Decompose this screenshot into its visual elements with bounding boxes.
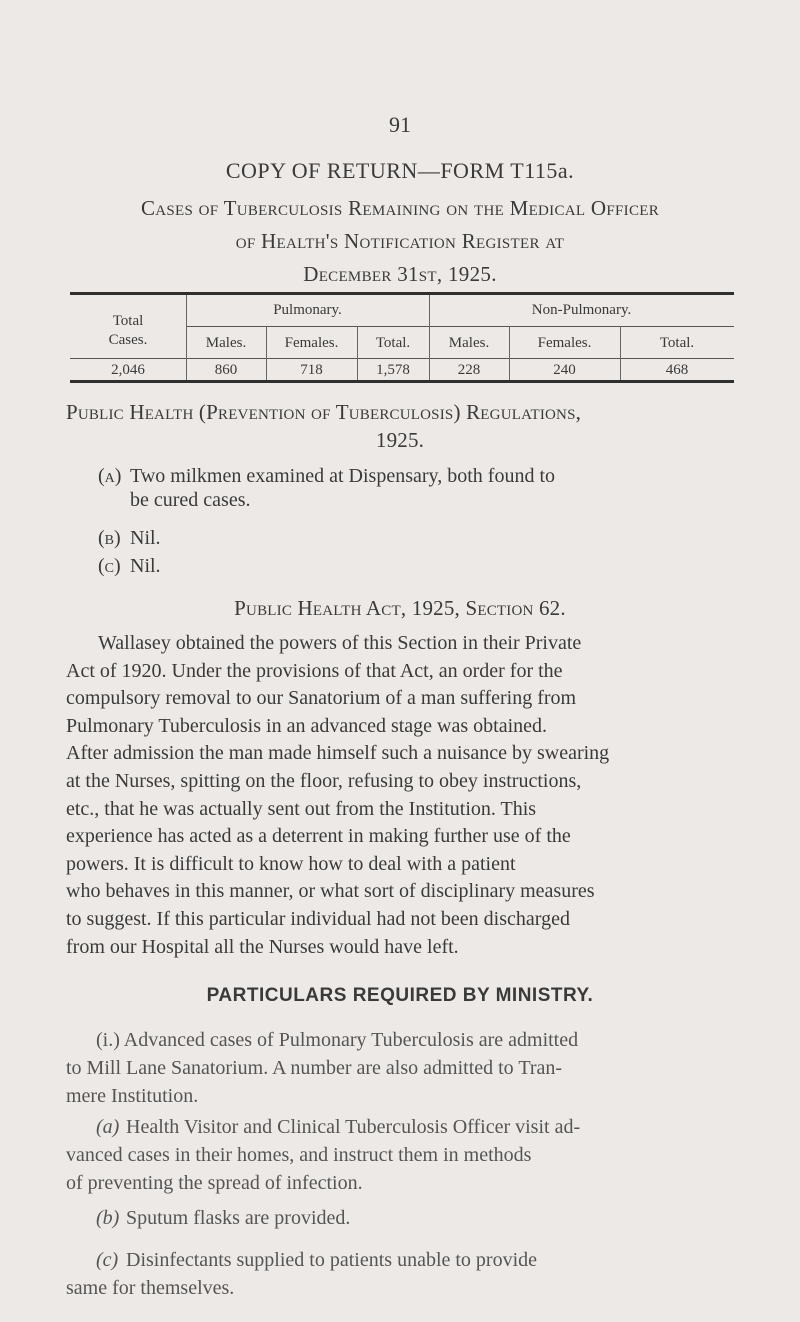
item-label: (c) [98,555,121,577]
item-text: Sputum flasks are provided. [126,1207,351,1229]
register-heading-line1: Cases of Tuberculosis Remaining on the Medical Officer [140,196,660,220]
group-rule [186,326,734,327]
nonpulm-total-header: Total. [659,335,695,351]
ministry-item-i [66,1026,746,1110]
para-line: to Mill Lane Sanatorium. A number are also admitted to Tran- [66,1057,563,1079]
register-heading [0,192,800,291]
table-top-rule [70,292,734,295]
table-cell: 718 [300,362,323,378]
total-header-line2: Cases. [108,332,148,348]
para-line: Act of 1920. Under the provisions of that Act, an order for the [66,659,563,682]
table-cell: 228 [457,362,481,378]
pulmonary-header: Pulmonary. [273,302,342,318]
ministry-item-a [66,1113,746,1197]
para-line: of preventing the spread of infection. [66,1172,363,1194]
table-cell: 2,046 [111,362,145,378]
para-line: etc., that he was actually sent out from the Institution. This [66,797,537,820]
cases-table [70,292,734,382]
regulations-title-line2: 1925. [375,428,425,452]
para-line: Wallasey obtained the powers of this Section in their Private [98,632,582,654]
header-rule [70,358,734,359]
item-label: (a) [96,1116,120,1138]
register-heading-line2: of Health's Notification Register at [235,229,565,253]
para-line: vanced cases in their homes, and instruct them in methods [66,1144,532,1166]
total-cases-header [70,312,186,350]
item-label: (b) [96,1207,120,1229]
table-cell: 240 [553,362,576,378]
regulation-item-b [98,527,161,550]
para-line: at the Nurses, spitting on the floor, refusing to obey instructions, [66,769,582,792]
ministry-item-c [66,1246,746,1302]
pulm-males-header: Males. [205,335,247,351]
para-line: who behaves in this manner, or what sort of disciplinary measures [66,880,595,903]
para-line: experience has acted as a deterrent in making further use of the [66,825,571,848]
page-number: 91 [389,112,411,137]
item-text-cont: be cured cases. [130,489,251,511]
table-bottom-rule [70,380,734,383]
pulm-females-header: Females. [284,335,339,351]
item-text: Nil. [130,527,161,549]
nonpulm-males-header: Males. [448,335,490,351]
ministry-item-b [96,1205,746,1233]
ministry-title: PARTICULARS REQUIRED BY MINISTRY. [206,985,594,1006]
nonpulm-females-header: Females. [537,335,592,351]
item-text: Nil. [130,555,161,577]
item-label: (c) [96,1249,119,1271]
para-line: powers. It is difficult to know how to deal with a patient [66,852,516,875]
table-cell: 468 [665,362,689,378]
para-line: Health Visitor and Clinical Tuberculosis Officer visit ad- [126,1116,581,1138]
regulation-item-c [98,555,161,578]
total-header-line1: Total [112,313,144,329]
para-line: compulsory removal to our Sanatorium of a man suffering from [66,687,577,710]
para-line: Pulmonary Tuberculosis in an advanced stage was obtained. [66,714,548,737]
return-title: COPY OF RETURN—FORM T115a. [225,158,575,183]
para-line: (i.) Advanced cases of Pulmonary Tuberculosis are admitted [96,1029,579,1051]
act-title: Public Health Act, 1925, Section 62. [234,596,566,620]
para-line: After admission the man made himself such a nuisance by swearing [66,742,610,765]
non-pulmonary-header: Non-Pulmonary. [531,302,632,318]
item-text: Two milkmen examined at Dispensary, both found to [130,465,555,487]
item-label: (a) [98,465,122,487]
para-line: to suggest. If this particular individual had not been discharged [66,907,570,930]
pulm-total-header: Total. [375,335,411,351]
para-line: from our Hospital all the Nurses would have left. [66,935,459,958]
table-cell: 860 [214,362,238,378]
item-label: (b) [98,527,121,549]
para-line: mere Institution. [66,1085,199,1107]
regulations-title-line1: Public Health (Prevention of Tuberculosis) Regulations, [66,400,582,424]
act-paragraph [66,630,746,961]
table-cell: 1,578 [376,362,410,378]
para-line: Disinfectants supplied to patients unable to provide [126,1249,538,1271]
regulation-item-a [98,465,555,512]
para-line: same for themselves. [66,1277,235,1299]
register-heading-line3: December 31st, 1925. [303,262,497,286]
